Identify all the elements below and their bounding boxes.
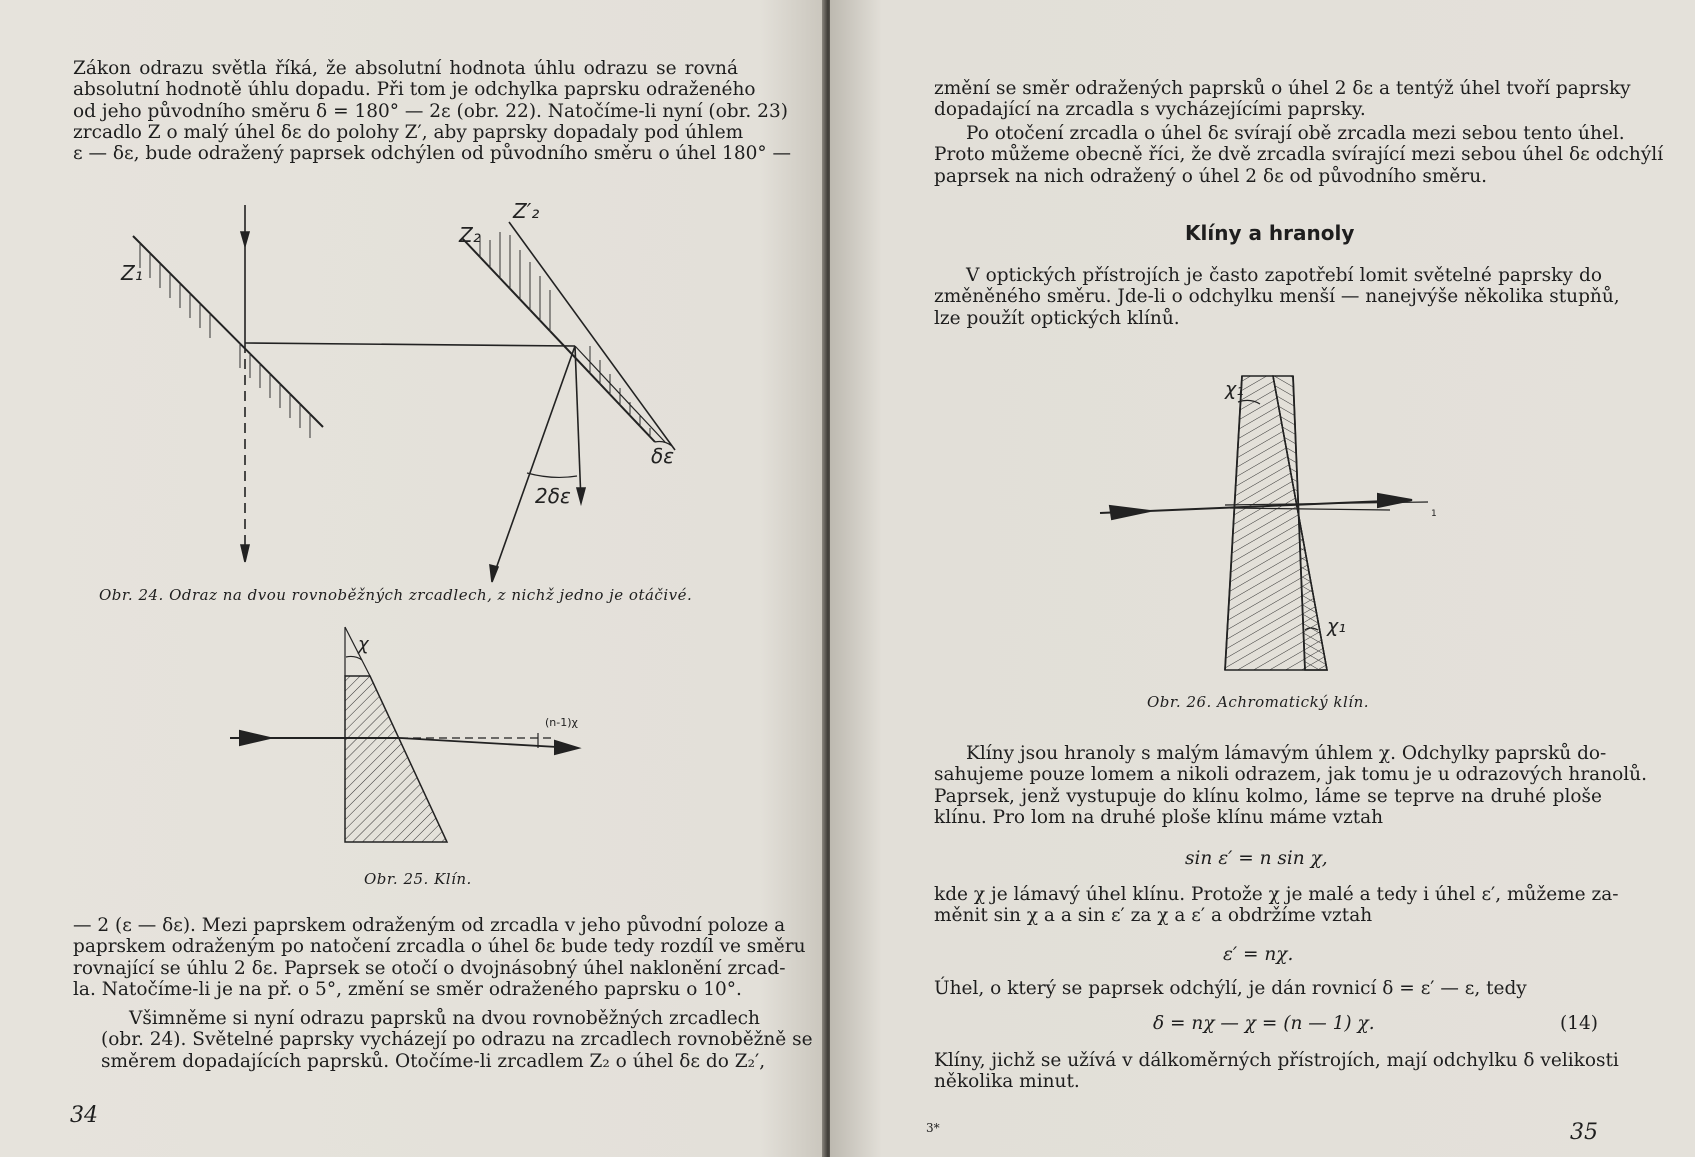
text-line: (obr. 24). Světelné paprsky vycházejí po odrazu na zrcadlech rovnoběžně se (101, 1029, 813, 1051)
figure-26-achromatic-wedge (830, 360, 1695, 700)
figure-24-parallel-mirrors (0, 0, 826, 560)
text-line: Proto můžeme obecně říci, že dvě zrcadla svírající mezi sebou úhel δε odchýlí (934, 144, 1664, 166)
label-z1: Z₁ (121, 261, 143, 285)
text-line: změněného směru. Jde-li o odchylku menší — nanejvýše několika stupňů, (934, 286, 1620, 308)
right-para-3 (934, 265, 1620, 329)
text-line: dopadající na zrcadla s vycházejícími paprsky. (934, 99, 1366, 121)
text-line: — 2 (ε — δε). Mezi paprskem odraženým od zrcadla v jeho původní poloze a (73, 915, 786, 936)
mirror-z1-hatching (140, 243, 310, 438)
left-para-2 (73, 915, 806, 1000)
label-chi1-bottom: χ₁ (1327, 615, 1346, 637)
equation-number: (14) (1560, 1013, 1598, 1034)
text-line: od jeho původního směru δ = 180° — 2ε (obr. 22). Natočíme-li nyní (obr. 23) (73, 100, 788, 122)
right-para-4 (934, 743, 1647, 828)
label-chi1-top: χ₁ (1225, 378, 1244, 400)
text-line: Po otočení zrcadla o úhel δε svírají obě zrcadla mezi sebou tento úhel. (966, 123, 1625, 144)
mirror-z2 (462, 238, 655, 442)
text-line: změní se směr odražených paprsků o úhel 2 δε a tentýž úhel tvoří paprsky (934, 78, 1631, 99)
ray-reflected-dashed (241, 343, 249, 565)
formula-deviation: δ = nχ — χ = (n — 1) χ. (1153, 1013, 1375, 1034)
right-para-5 (934, 884, 1619, 927)
text-line: paprskem odraženým po natočení zrcadla o úhel δε bude tedy rozdíl ve směru (73, 936, 806, 958)
text-line: Klíny, jichž se užívá v dálkoměrných přístrojích, mají odchylku δ velikosti (934, 1050, 1619, 1071)
text-line: zrcadlo Z o malý úhel δε do polohy Z′, aby paprsky dopadaly pod úhlem (73, 121, 744, 143)
mirror-z2-hatching (480, 232, 650, 437)
text-line: Klíny jsou hranoly s malým lámavým úhlem χ. Odchylky paprsků do- (966, 743, 1607, 764)
text-line: rovnající se úhlu 2 δε. Paprsek se otočí o dvojnásobný úhel naklonění zrcad- (73, 957, 786, 979)
left-page (0, 0, 826, 1157)
right-para-1 (934, 78, 1631, 121)
rays-reflected-z2 (490, 346, 665, 582)
printer-signature: 3* (926, 1121, 940, 1135)
caption-figure-25: Obr. 25. Klín. (364, 870, 472, 888)
figure-25-wedge (0, 620, 826, 880)
wedge-body (345, 676, 447, 842)
mirror-z2-prime (509, 222, 675, 450)
label-chi: χ (358, 634, 369, 655)
label-marker-1: 1 (1431, 509, 1437, 519)
label-z2-prime: Z′₂ (513, 199, 540, 223)
right-para-6 (934, 978, 1602, 999)
arc-2-delta-eps (527, 473, 577, 477)
formula-snell: sin ε′ = n sin χ, (1185, 848, 1328, 869)
caption-figure-26: Obr. 26. Achromatický klín. (1147, 693, 1370, 711)
right-para-2 (934, 123, 1664, 187)
formula-small-angle: ε′ = nχ. (1223, 944, 1294, 965)
text-line: Všimněme si nyní odrazu paprsků na dvou rovnoběžných zrcadlech (129, 1008, 760, 1029)
section-heading: Klíny a hranoly (1185, 221, 1355, 245)
page-number-right: 35 (1570, 1120, 1598, 1145)
label-z2: Z₂ (459, 223, 481, 247)
text-line: měnit sin χ a a sin ε′ za χ a ε′ a obdržíme vztah (934, 905, 1373, 927)
text-line: paprsek na nich odražený o úhel 2 δε od původního směru. (934, 165, 1487, 187)
page-number-left: 34 (70, 1103, 98, 1128)
label-delta-eps: δε (651, 444, 675, 468)
ray-incident-vertical (241, 205, 249, 343)
text-line: sahujeme pouze lomem a nikoli odrazem, jak tomu je u odrazových hranolů. (934, 764, 1647, 786)
text-line: Úhel, o který se paprsek odchýlí, je dán rovnicí δ = ε′ — ε, tedy (934, 978, 1527, 999)
text-line: několika minut. (934, 1071, 1080, 1093)
text-line: směrem dopadajících paprsků. Otočíme-li zrcadlem Z₂ o úhel δε do Z₂′, (101, 1050, 766, 1072)
text-line: la. Natočíme-li je na př. o 5°, změní se směr odraženého paprsku o 10°. (73, 978, 742, 1000)
ray-horizontal (245, 343, 575, 346)
text-line: absolutní hodnotě úhlu dopadu. Při tom je odchylka paprsku odraženého (73, 79, 756, 101)
caption-figure-24: Obr. 24. Odraz na dvou rovnoběžných zrcadlech, z nichž jedno je otáčivé. (99, 586, 693, 604)
label-n-minus-1-chi: (n-1)χ (545, 716, 578, 729)
text-line: V optických přístrojích je často zapotřebí lomit světelné paprsky do (966, 265, 1602, 286)
text-line: klínu. Pro lom na druhé ploše klínu máme vztah (934, 806, 1384, 828)
right-para-7 (934, 1050, 1619, 1093)
right-page (830, 0, 1695, 1157)
mirror-z1 (133, 236, 323, 427)
text-line: Paprsek, jenž vystupuje do klínu kolmo, láme se teprve na druhé ploše (934, 785, 1602, 807)
text-line: ε — δε, bude odražený paprsek odchýlen od původního směru o úhel 180° — (73, 143, 791, 165)
text-line: kde χ je lámavý úhel klínu. Protože χ je malé a tedy i úhel ε′, můžeme za- (934, 884, 1619, 905)
text-line: Zákon odrazu světla říká, že absolutní hodnota úhlu odrazu se rovná (73, 58, 738, 79)
text-line: lze použít optických klínů. (934, 307, 1180, 329)
arc-chi (346, 656, 362, 660)
label-2-delta-eps: 2δε (535, 484, 571, 508)
left-para-3 (73, 1008, 813, 1072)
